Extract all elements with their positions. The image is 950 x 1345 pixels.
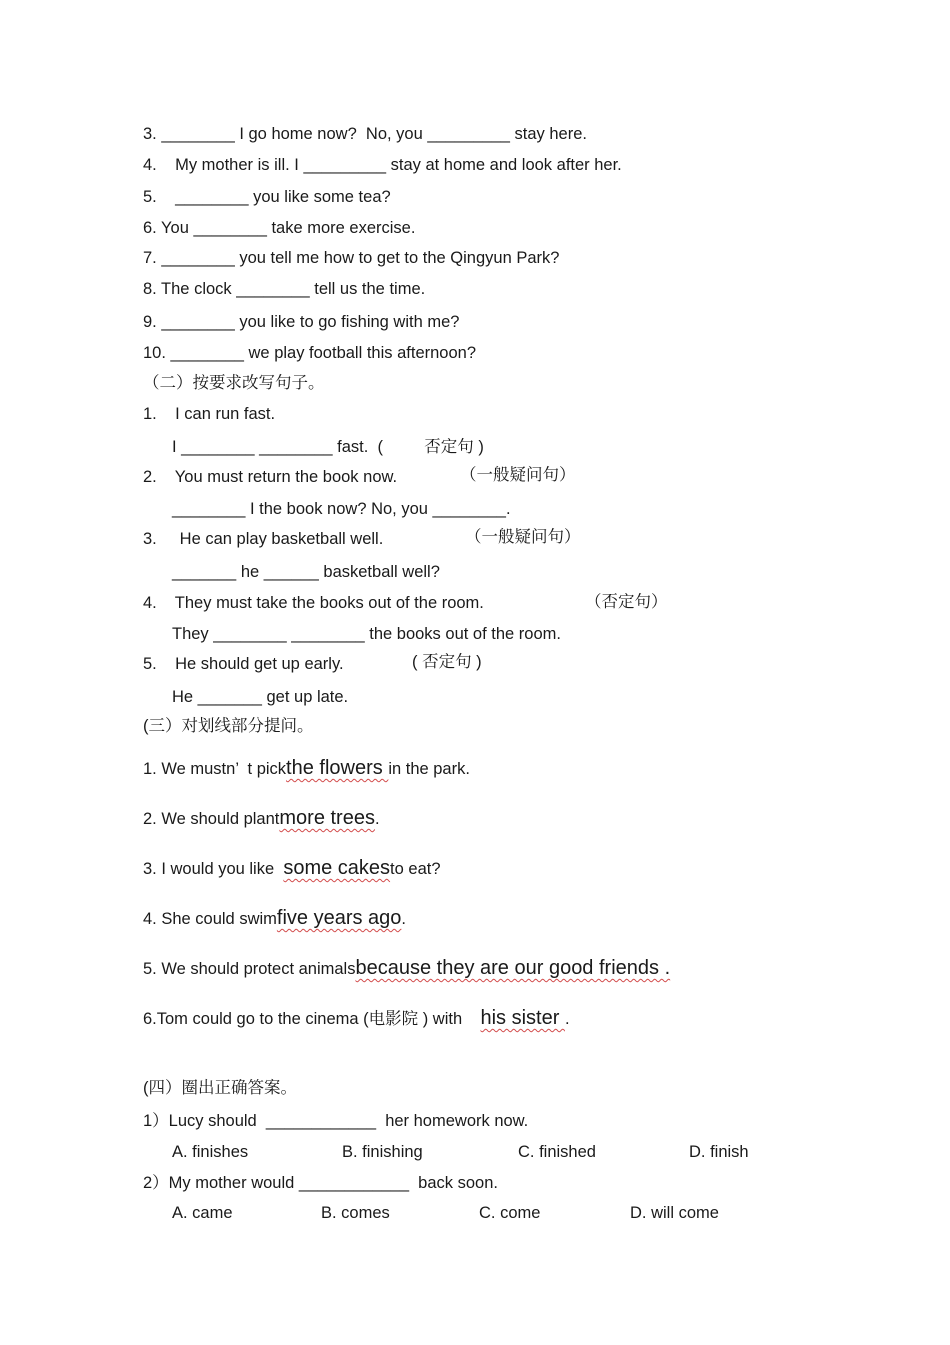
- choice-option-1b[interactable]: B. finishing: [342, 1143, 423, 1161]
- exercise-line-7: 7. ________ you tell me how to get to the Qingyun Park?: [143, 249, 560, 267]
- rewrite-question-3: 3. He can play basketball well.: [143, 530, 384, 548]
- underlined-phrase: the flowers: [286, 757, 389, 779]
- exercise-line-8: 8. The clock ________ tell us the time.: [143, 280, 426, 298]
- exercise-line-5: 5. ________ you like some tea?: [143, 188, 391, 206]
- rewrite-hint-5: ( 否定句 ): [412, 653, 482, 671]
- section-2-heading: （二）按要求改写句子。: [143, 374, 325, 392]
- section-3-heading: (三）对划线部分提问。: [143, 717, 314, 735]
- rewrite-answer-3: _______ he ______ basketball well?: [172, 563, 440, 581]
- question-suffix: in the park.: [388, 760, 470, 778]
- rewrite-question-2: 2. You must return the book now.: [143, 468, 398, 486]
- question-prefix: 1. We mustn’ t pick: [143, 760, 287, 778]
- underline-question-3: [143, 858, 441, 879]
- exercise-line-6: 6. You ________ take more exercise.: [143, 219, 416, 237]
- exercise-line-3: 3. ________ I go home now? No, you _________ stay here.: [143, 125, 587, 143]
- choice-option-2c[interactable]: C. come: [479, 1204, 541, 1222]
- underline-question-1: [143, 758, 470, 779]
- choice-option-2a[interactable]: A. came: [172, 1204, 233, 1222]
- rewrite-hint-4: （否定句）: [585, 593, 668, 611]
- section-4-heading: (四）圈出正确答案。: [143, 1079, 297, 1097]
- rewrite-question-4: 4. They must take the books out of the room.: [143, 594, 484, 612]
- rewrite-answer-5: He _______ get up late.: [172, 688, 349, 706]
- rewrite-answer-1: I ________ ________ fast. ( 否定句 ): [172, 438, 484, 456]
- question-prefix: 4. She could swim: [143, 910, 277, 928]
- question-prefix: 5. We should protect animals: [143, 960, 356, 978]
- underline-question-5: [143, 958, 670, 979]
- underline-question-6: [143, 1008, 570, 1029]
- choice-option-2d[interactable]: D. will come: [630, 1204, 719, 1222]
- rewrite-answer-2: ________ I the book now? No, you ________.: [172, 500, 511, 518]
- choice-option-2b[interactable]: B. comes: [321, 1204, 390, 1222]
- underlined-phrase: some cakes: [283, 857, 391, 879]
- rewrite-hint-3: （一般疑问句）: [465, 528, 581, 546]
- choice-option-1c[interactable]: C. finished: [518, 1143, 596, 1161]
- underlined-phrase: because they are our good friends .: [355, 957, 671, 979]
- underline-question-4: [143, 908, 406, 929]
- rewrite-question-5: 5. He should get up early.: [143, 655, 344, 673]
- exercise-line-9: 9. ________ you like to go fishing with me?: [143, 313, 460, 331]
- question-prefix: 2. We should plant: [143, 810, 280, 828]
- rewrite-question-1: 1. I can run fast.: [143, 405, 276, 423]
- underline-question-2: [143, 808, 380, 829]
- question-suffix: .: [401, 910, 407, 928]
- rewrite-answer-4: They ________ ________ the books out of the room.: [172, 625, 561, 643]
- underlined-phrase: his sister: [480, 1007, 565, 1029]
- question-suffix: .: [374, 810, 380, 828]
- question-suffix: to eat?: [390, 860, 441, 878]
- choice-question-2: 2）My mother would ____________ back soon.: [143, 1174, 498, 1192]
- choice-option-1d[interactable]: D. finish: [689, 1143, 749, 1161]
- exercise-line-10: 10. ________ we play football this afternoon?: [143, 344, 476, 362]
- choice-option-1a[interactable]: A. finishes: [172, 1143, 249, 1161]
- question-prefix: 3. I would you like: [143, 860, 284, 878]
- underlined-phrase: five years ago: [276, 907, 402, 929]
- underlined-phrase: more trees: [279, 807, 375, 829]
- question-prefix: 6.Tom could go to the cinema (电影院 ) with: [143, 1010, 481, 1028]
- rewrite-hint-2: （一般疑问句）: [460, 466, 576, 484]
- exercise-line-4: 4. My mother is ill. I _________ stay at home and look after her.: [143, 156, 622, 174]
- question-suffix: .: [564, 1010, 570, 1028]
- choice-question-1: 1）Lucy should ____________ her homework now.: [143, 1112, 529, 1130]
